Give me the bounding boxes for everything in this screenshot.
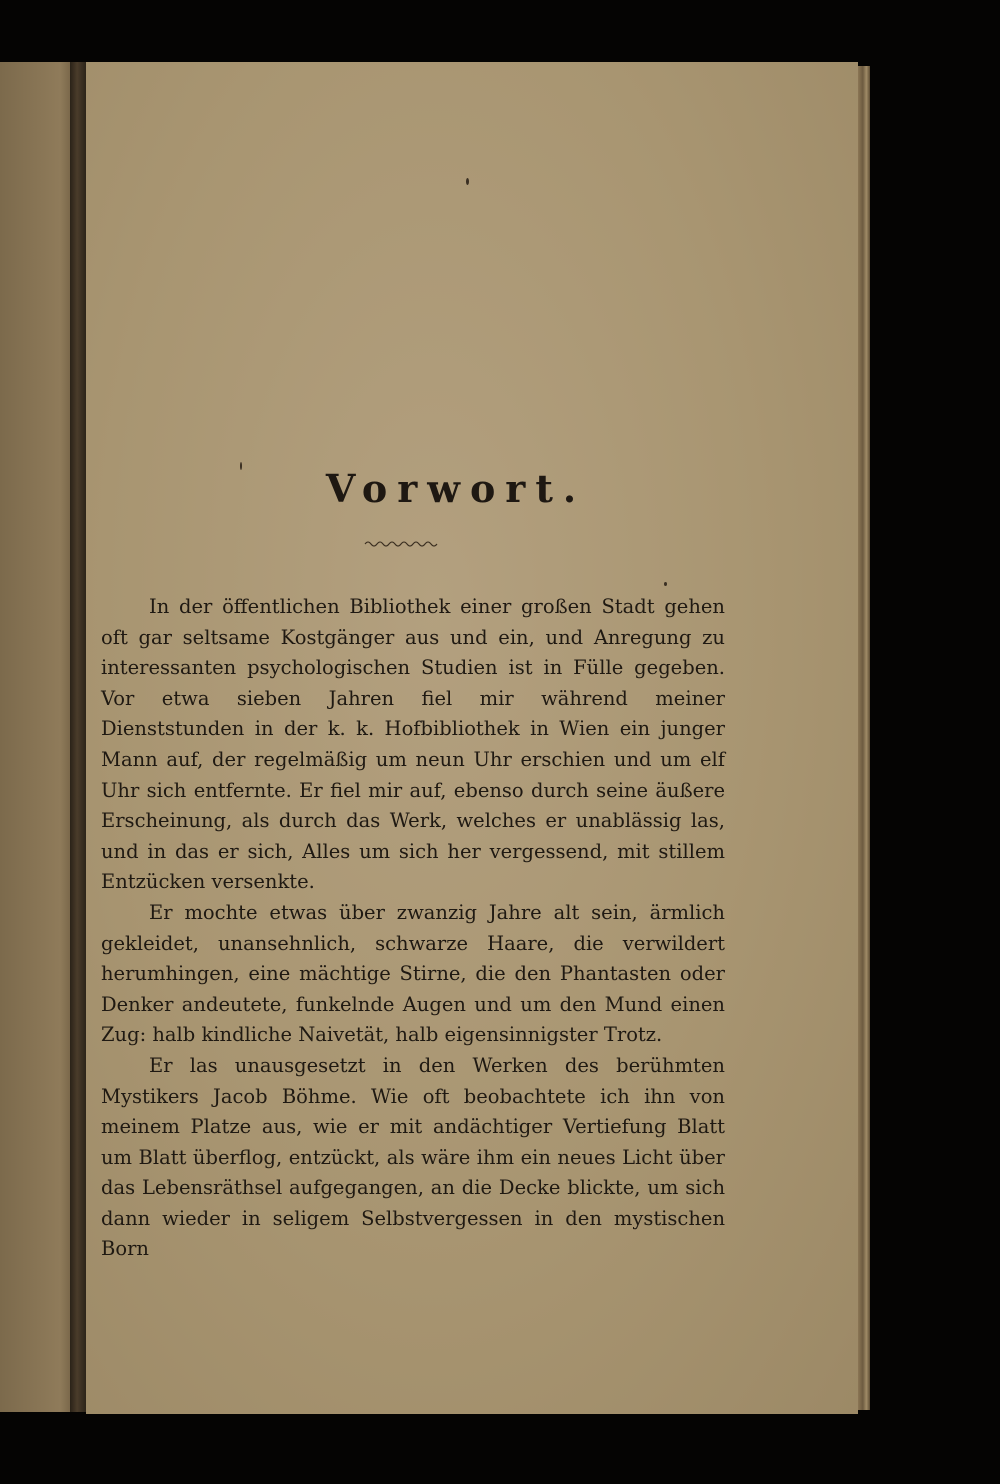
paper-speck [466, 178, 469, 185]
book-gutter [70, 62, 86, 1412]
paper-speck [664, 582, 667, 586]
paragraph: In der öffentlichen Bibliothek einer großen Stadt gehen oft gar seltsame Kostgänger aus und ein, und Anregung zu interessanten psychologischen Studien ist in Fülle gegeben. Vor etwa sieben Jahren fiel mir während meiner Dienststunden in der k. k. Hofbibliothek in Wien ein junger Mann auf, der regelmäßig um neun Uhr erschien und um elf Uhr sich entfernte. Er fiel mir auf, ebenso durch seine äußere Erscheinung, als durch das Werk, welches er unablässig las, und in das er sich, Alles um sich her vergessend, mit stillem Entzücken versenkte. [101, 595, 725, 894]
page-stack-edge [858, 66, 870, 1410]
page-title: Vorwort. [325, 466, 587, 511]
paragraph: Er mochte etwas über zwanzig Jahre alt sein, ärmlich gekleidet, unansehnlich, schwarze Haare, die verwildert herumhingen, eine mächtige Stirne, die den Phantasten oder Denker andeutete, funkelnde Augen und um den Mund einen Zug: halb kindliche Naivetät, halb eigensinnigster Trotz. [101, 900, 725, 1047]
body-text [101, 592, 725, 1265]
paragraph: Er las unausgesetzt in den Werken des berühmten Mystikers Jacob Böhme. Wie oft beobachtete ich ihn von meinem Platze aus, wie er mit andächtiger Vertiefung Blatt um Blatt überflog, entzückt, als wäre ihm ein neues Licht über das Lebensräthsel aufgegangen, an die Decke blickte, um sich dann wieder in seligem Selbstvergessen in den mystischen Born [101, 1053, 725, 1261]
title-ornament [364, 538, 438, 550]
